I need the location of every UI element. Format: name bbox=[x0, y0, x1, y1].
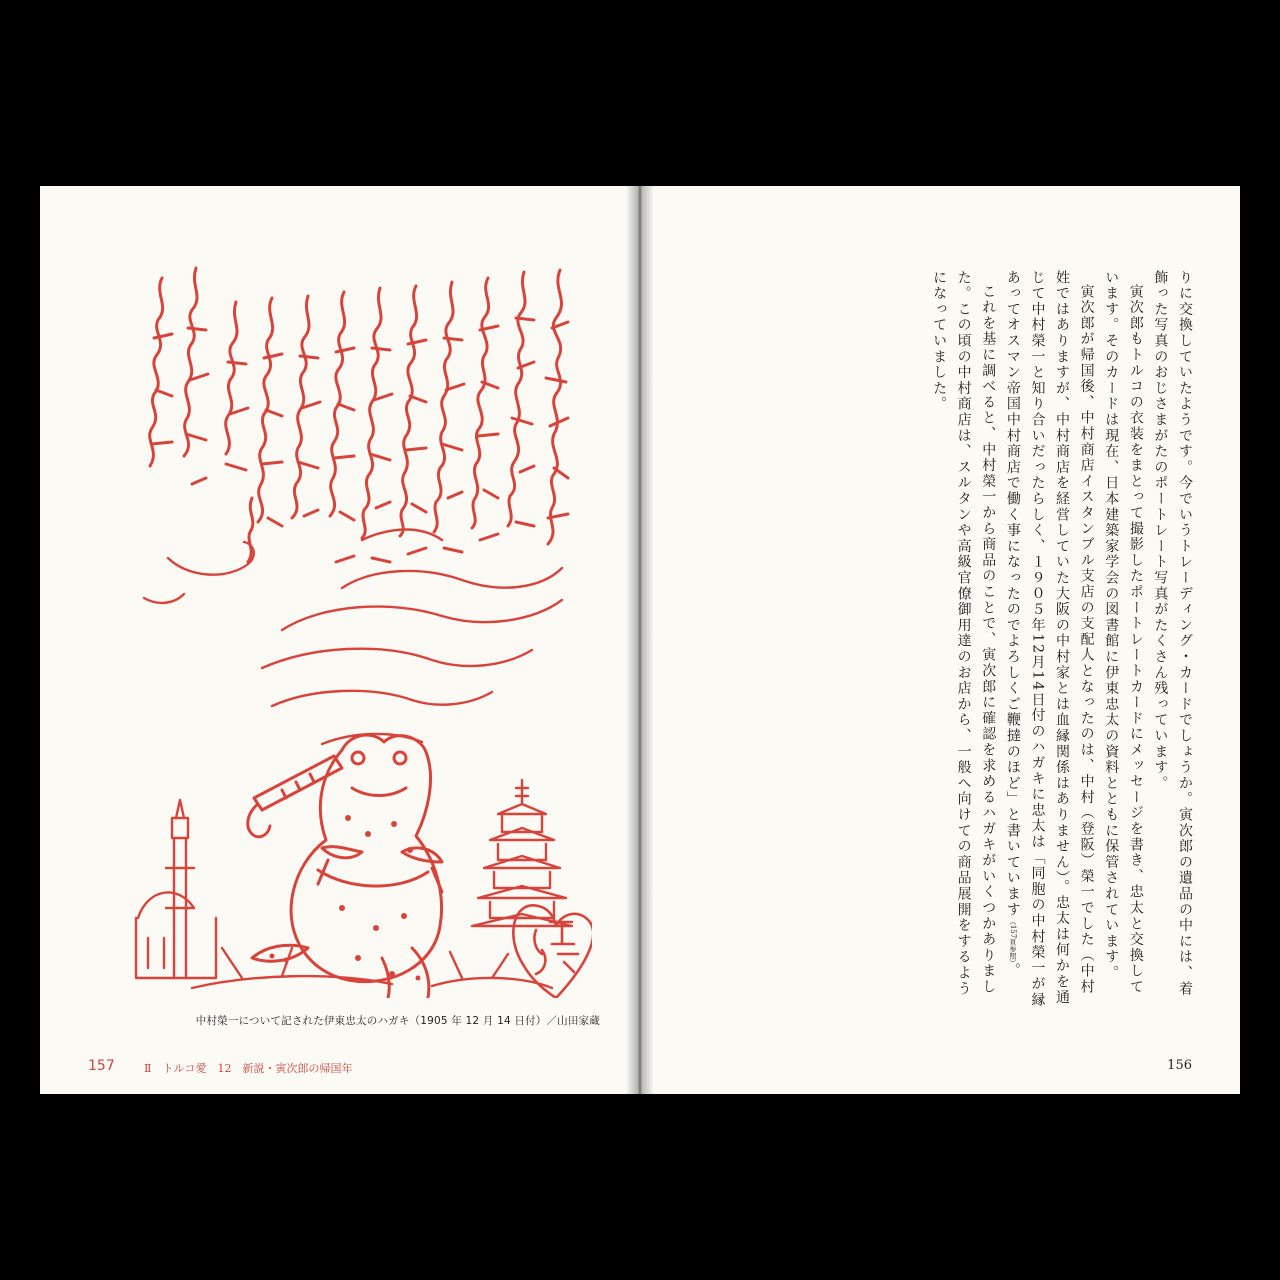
frog-illustration bbox=[252, 735, 442, 998]
paragraph: 寅次郎もトルコの衣装をまとって撮影したポートレートカードにメッセージを書き、忠太と交換しています。そのカードは現在、日本建築家学会の図書館に伊東忠太の資料とともに保管されています。 bbox=[1103, 270, 1144, 995]
body-text bbox=[835, 270, 1197, 1010]
handwriting-columns bbox=[150, 268, 568, 562]
left-page bbox=[40, 186, 640, 1094]
paragraph-tail: 。 bbox=[1004, 962, 1021, 979]
paragraph-text: 寅次郎が帰国後、中村商店イスタンブル支店の支配人となったのは、中村（登阪）榮一でした（中村姓ではありますが、中村商店を経営していた大阪の中村家とは血縁関係はありません）。忠太は何かを通じて中村榮一と知り合いだったらしく、１９０５年12月14日付のハガキに忠太は「同胞の中村榮一が縁あってオスマン帝国中村商店で働く事になったのでよろしくご鞭撻のほど」と書いています bbox=[1004, 270, 1095, 1009]
book-spread bbox=[40, 186, 1240, 1094]
paragraph: りに交換していたようです。今でいうトレーディング・カードでしょうか。寅次郎の遺品の中には、着飾った写真のおじさまがたのポートレート写真がたくさん残っています。 bbox=[1152, 270, 1193, 997]
paragraph: これを基に調べると、中村榮一から商品のことで、寅次郎に確認を求めるハガキがいくつかありました。この頃の中村商店は、スルタンや高級官僚御用達のお店から、一般へ向けての商品展開をするようになっていました。 bbox=[931, 270, 997, 997]
minaret-illustration bbox=[136, 800, 216, 978]
paragraph bbox=[1000, 270, 1098, 1010]
page-number-left: 157 bbox=[88, 1058, 115, 1074]
seal-stamp-icon bbox=[513, 905, 592, 998]
pagoda-illustration bbox=[472, 780, 572, 926]
page-number-right: 156 bbox=[1167, 1058, 1192, 1073]
smoke-swirls bbox=[262, 530, 562, 745]
page-reference: （157頁参照） bbox=[1008, 917, 1017, 963]
book-gutter bbox=[626, 186, 654, 1094]
postcard-illustration bbox=[132, 258, 592, 998]
figure-caption: 中村榮一について記された伊東忠太のハガキ（1905 年 12 月 14 日付）／山田家蔵 bbox=[195, 1015, 600, 1027]
running-head: Ⅱ トルコ愛 12 新説・寅次郎の帰国年 bbox=[144, 1062, 353, 1075]
pipe-icon bbox=[248, 756, 342, 837]
right-page bbox=[640, 186, 1240, 1094]
